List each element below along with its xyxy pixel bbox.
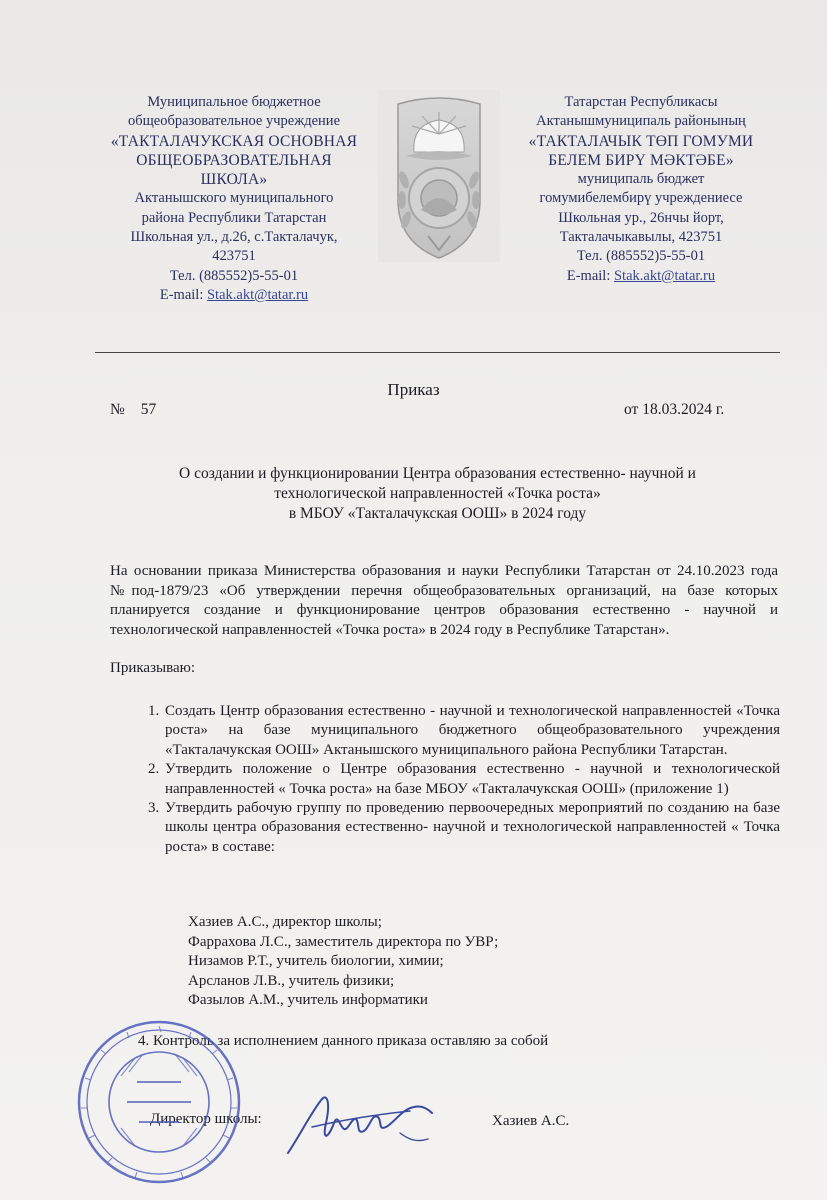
email-link[interactable]: Stak.akt@tatar.ru [206,286,309,303]
header-right-line: Школьная ур., 26нчы йорт, [558,209,724,226]
header-right-line: Такталачыкавылы, 423751 [559,229,723,246]
working-group-member: Фаррахова Л.С., заместитель директора по УВР; [188,933,499,950]
header-right-line: Актанышмуниципаль районының [536,113,746,130]
header-right-line: БЕЛЕМ БИРҮ МӘКТӘБЕ» [548,151,734,169]
header-right-line: муниципаль бюджет [577,171,705,188]
subject-line: в МБОУ «Такталачукская ООШ» в 2024 году [288,505,587,522]
header-left-line: общеобразовательное учреждение [127,113,341,130]
number-label: № [110,401,125,418]
header-left [100,93,368,305]
header-divider [95,352,780,353]
director-signature-icon [282,1083,434,1163]
working-group-member: Хазиев А.С., директор школы; [188,914,382,930]
header-left-line: Тел. (885552)5-55-01 [169,267,299,284]
order-number [110,401,156,419]
order-word: Приказываю: [110,660,195,676]
header-left-line: Актанышского муниципального [134,190,334,207]
working-group-member: Фазылов А.М., учитель информатики [188,992,428,1009]
order-items [110,702,780,857]
school-stamp-icon [73,1018,245,1186]
tatarstan-emblem-icon [378,90,500,262]
header-left-email [100,286,368,305]
header-left-line: Школьная ул., д.26, с.Такталачук, [130,229,338,246]
header-left-line: 423751 [212,248,256,265]
header-right-email [505,267,777,286]
document-title: Приказ [387,380,440,399]
header-left-line: ШКОЛА» [200,171,268,189]
header-left-line: «ТАКТАЛАЧУКСКАЯ ОСНОВНАЯ [110,132,358,150]
header-left-line: района Республики Татарстан [141,209,327,226]
control-clause: 4. Контроль за исполнением данного приказа оставляю за собой [138,1033,549,1049]
working-group-list [188,913,498,1011]
order-date: от 18.03.2024 г. [624,401,725,418]
director-name: Хазиев А.С. [492,1113,570,1129]
header-right-line: «ТАКТАЛАЧЫК ТӨП ГОМУМИ [528,132,754,150]
subject-line: О создании и функционировании Центра образования естественно- научной и [179,465,696,482]
working-group-member: Арсланов Л.В., учитель физики; [188,972,395,989]
header-left-line: ОБЩЕОБРАЗОВАТЕЛЬНАЯ [136,151,332,169]
order-item: 1. Создать Центр образования естественно - научной и технологической направленностей «Точка роста» на базе муниципального бюджетного общеобразовательного учреждения «Такталачукская ООШ» Актанышского муниципального района Республики Татарстан. [163,702,780,760]
email-label: E-mail: [159,286,207,303]
header-right-line: Тел. (885552)5-55-01 [576,248,706,265]
order-item: 2. Утвердить положение о Центре образования естественно - научной и технологической направленностей « Точка роста» на базе МБОУ «Такталачукская ООШ» (приложение 1) [163,760,780,799]
order-subject [100,464,775,524]
email-label: E-mail: [566,267,614,284]
header-right-line: Татарстан Республикасы [564,94,718,110]
email-link[interactable]: Stak.akt@tatar.ru [613,267,716,284]
header-left-line: Муниципальное бюджетное [147,94,321,110]
working-group-member: Низамов Р.Т., учитель биологии, химии; [188,953,444,970]
order-item: 3. Утвердить рабочую группу по проведению первоочередных мероприятий по созданию на базе школы центра образования естественно- научной и технологической направленностей « Точка роста» в составе: [163,799,780,857]
number-value: 57 [140,401,157,418]
basis-paragraph: На основании приказа Министерства образования и науки Республики Татарстан от 24.10.2023 года №под-1879/23 «Об утверждении перечня общеобразовательных организаций, на базе которых планируется создание и функционирование центров образования естественно - научной и технологической направленностей «Точка роста» в 2024 году в Республике Татарстан». [110,563,778,638]
header-right-line: гомумибелембирү учреждениесе [539,190,743,207]
director-label: Директор школы: [150,1111,262,1127]
subject-line: технологической направленностей «Точка роста» [274,485,601,502]
header-right [505,93,777,286]
